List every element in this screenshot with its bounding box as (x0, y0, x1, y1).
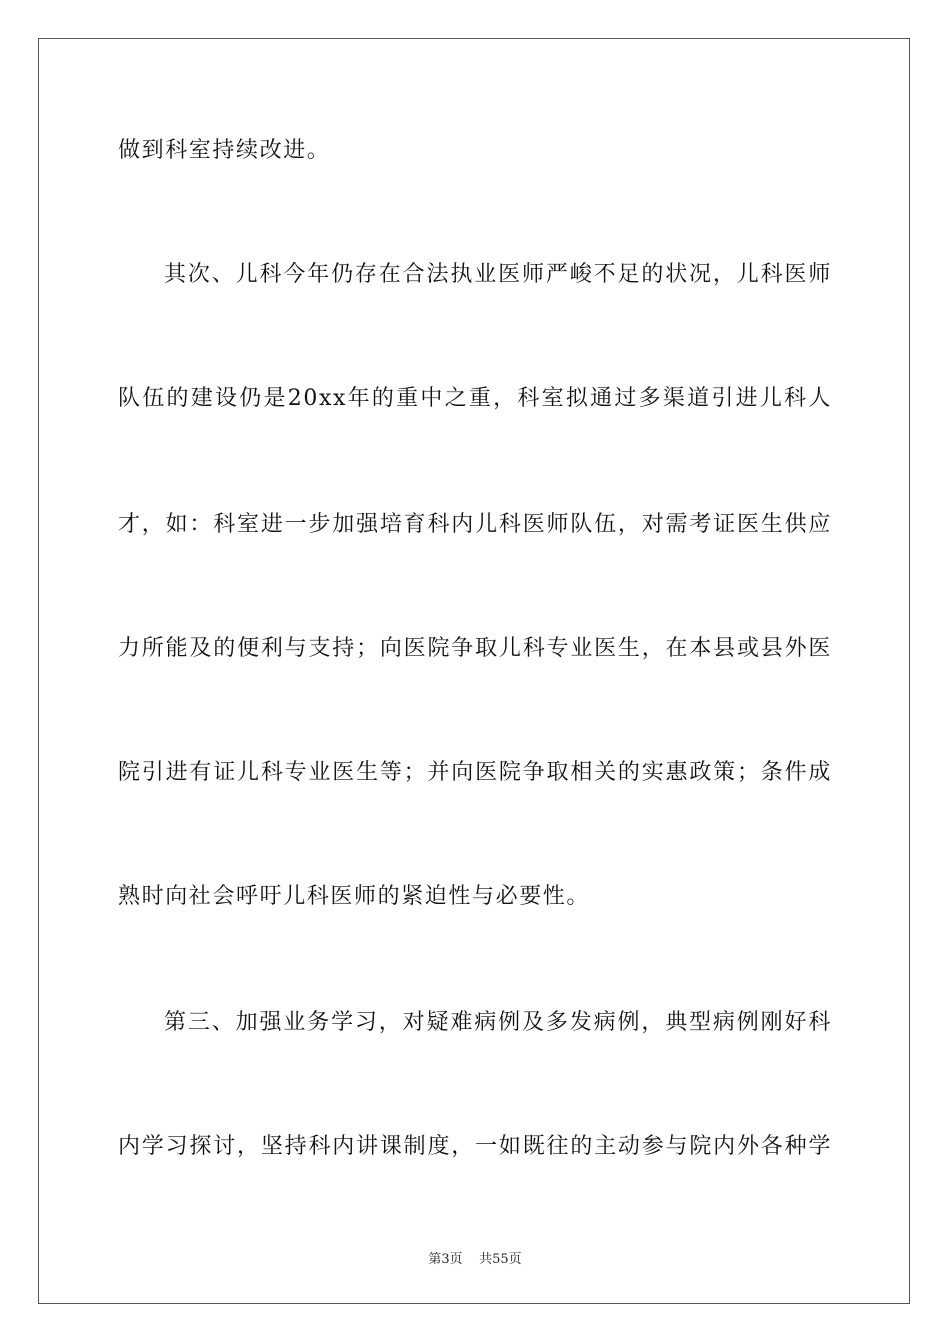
paragraph-line: 熟时向社会呼吁儿科医师的紧迫性与必要性。 (118, 884, 591, 909)
paragraph-line: 第三、加强业务学习，对疑难病例及多发病例，典型病例刚好科 (164, 1010, 832, 1035)
paragraph-line: 其次、儿科今年仍存在合法执业医师严峻不足的状况，儿科医师 (164, 262, 832, 287)
paragraph-line: 才，如：科室进一步加强培育科内儿科医师队伍，对需考证医生供应 (118, 512, 832, 537)
page-total: 共55页 (479, 1252, 522, 1267)
page-border (38, 38, 910, 1304)
paragraph-line: 内学习探讨，坚持科内讲课制度，一如既往的主动参与院内外各种学 (118, 1134, 832, 1159)
page-number: 第3页 (428, 1252, 463, 1267)
page-footer (0, 1248, 950, 1267)
paragraph-line: 队伍的建设仍是20xx年的重中之重，科室拟通过多渠道引进儿科人 (118, 386, 832, 411)
paragraph-line: 力所能及的便利与支持；向医院争取儿科专业医生，在本县或县外医 (118, 636, 832, 661)
paragraph-line: 院引进有证儿科专业医生等；并向医院争取相关的实惠政策；条件成 (118, 760, 832, 785)
paragraph-line: 做到科室持续改进。 (118, 138, 331, 163)
